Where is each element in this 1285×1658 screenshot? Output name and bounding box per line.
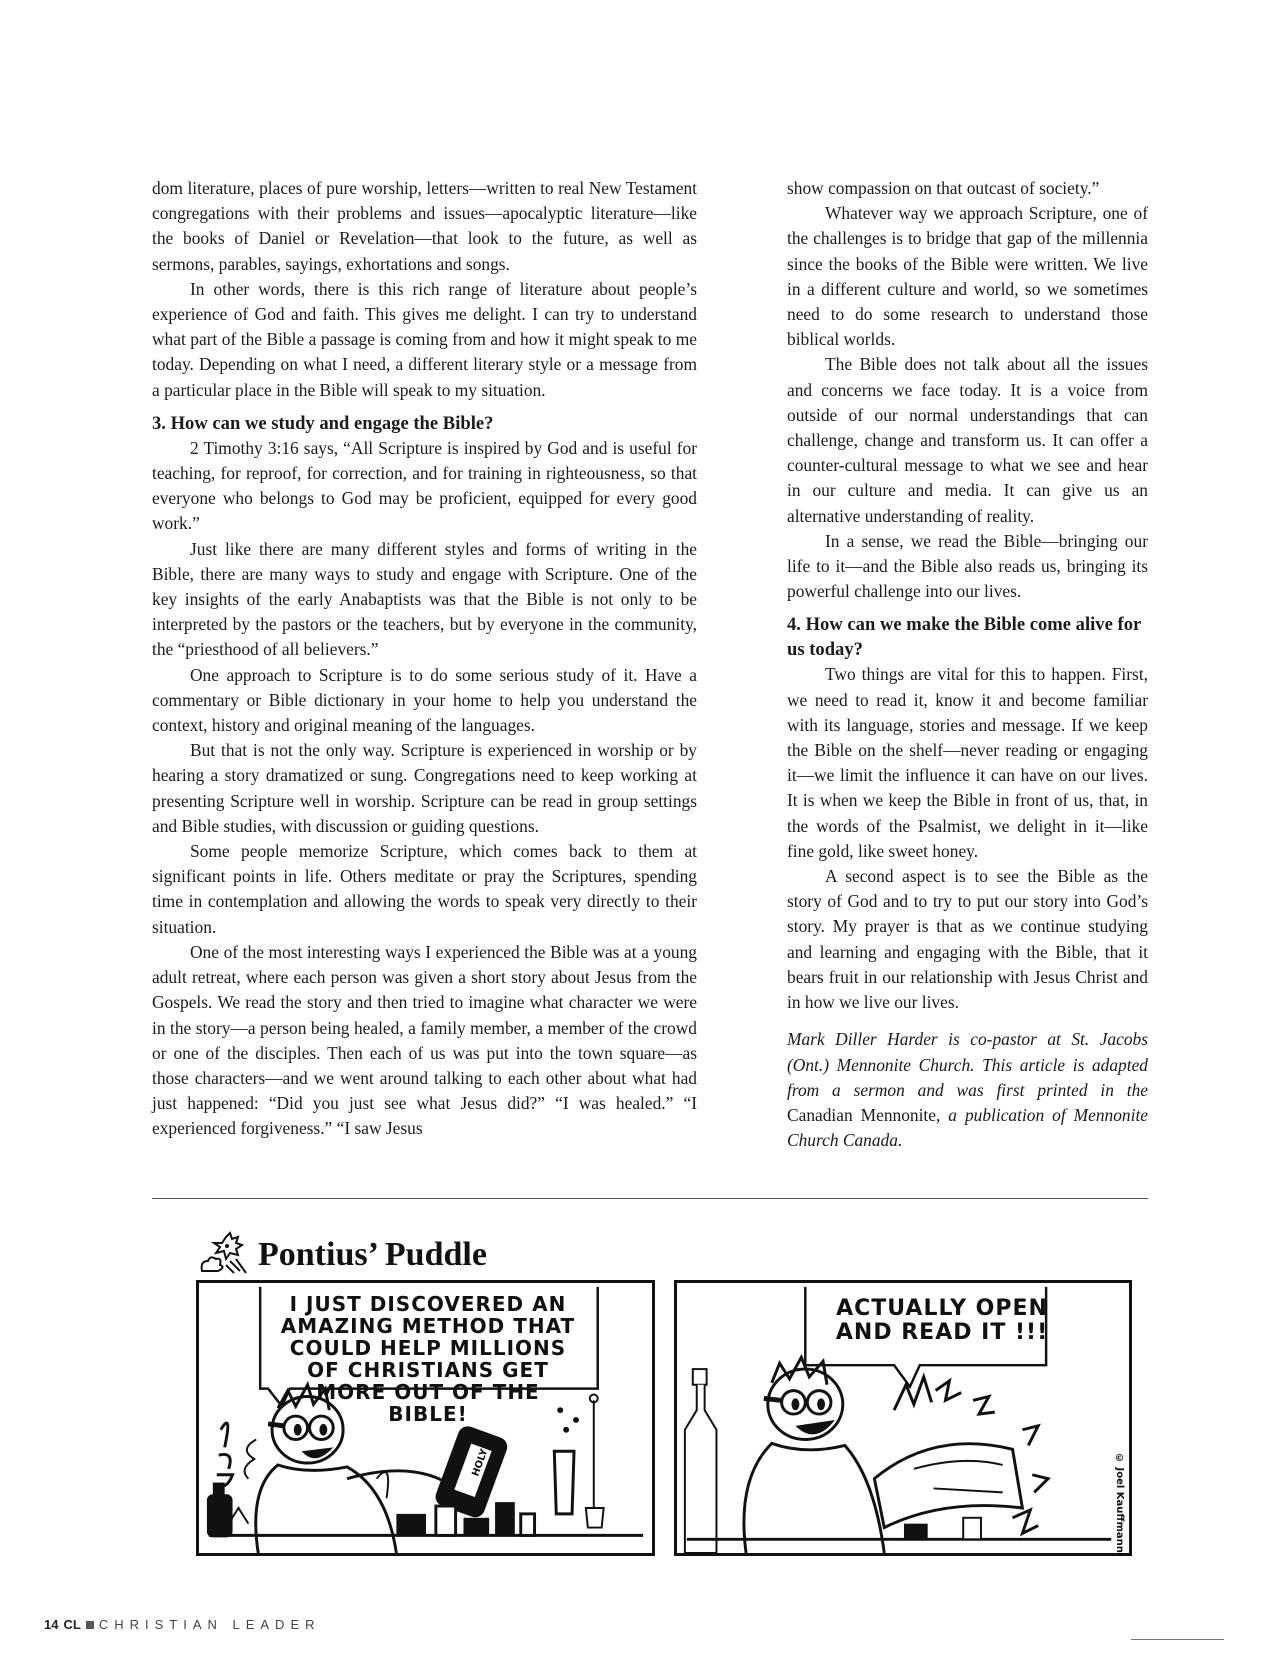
- page-footer: [44, 1617, 321, 1632]
- section-divider: [152, 1198, 1148, 1199]
- publication-name: Canadian Mennonite,: [787, 1104, 941, 1125]
- paragraph: Some people memorize Scripture, which comes back to them at significant points in life. Others meditate or pray the Scriptures, spending time in contemplation and allowing the words to speak very directly to their situation.: [152, 841, 697, 937]
- section-heading-4: 4. How can we make the Bible come alive for us today?: [787, 614, 1141, 661]
- speech-balloon-1: I JUST DISCOVERED AN AMAZING METHOD THAT COULD HELP MILLIONS OF CHRISTIANS GET MORE OUT OF THE BIBLE!: [280, 1292, 576, 1426]
- paragraph: The Bible does not talk about all the issues and concerns we face today. It is a voice from outside of our normal understandings that can challenge, change and transform us. It can offer a counter-cultural message to what we see and hear in our culture and media. It can give us an alternative understanding of reality.: [787, 354, 1148, 526]
- separator-square-icon: [86, 1621, 94, 1629]
- article-left-column: [152, 176, 697, 1142]
- magazine-abbreviation: CL: [63, 1617, 81, 1632]
- copyright-notice: © Joel Kauffmann: [1114, 1453, 1125, 1553]
- page-number: 14: [44, 1617, 59, 1632]
- comic-header: [196, 1225, 487, 1275]
- magazine-name: CHRISTIAN LEADER: [98, 1617, 321, 1632]
- corner-rule: [1131, 1639, 1224, 1640]
- paragraph: 2 Timothy 3:16 says, “All Scripture is inspired by God and is useful for teaching, for reproof, for correction, and for training in righteousness, so that everyone who belongs to God may be proficient, equipped for every good work.”: [152, 437, 697, 534]
- paragraph: One approach to Scripture is to do some serious study of it. Have a commentary or Bible dictionary in your home to help you understand the context, history and original meaning of the languages.: [152, 664, 697, 736]
- pontius-logo-icon: [196, 1231, 254, 1275]
- speech-balloon-2: ACTUALLY OPEN AND READ IT !!!: [835, 1296, 1049, 1345]
- bottle-label: HOLY: [470, 1447, 491, 1478]
- paragraph: show compassion on that outcast of society.”: [787, 178, 1100, 198]
- bio-text: a publication of Mennonite Church Canada.: [787, 1104, 1149, 1151]
- paragraph: Just like there are many different styles and forms of writing in the Bible, there are many ways to study and engage with Scripture. One of the key insights of the early Anabaptists was that the Bible is not only to be interpreted by the pastors or the teachers, but by everyone in the community, the “priesthood of all believers.”: [152, 538, 697, 660]
- paragraph: Whatever way we approach Scripture, one of the challenges is to bridge that gap of the millennia since the books of the Bible were written. We live in a different culture and world, so we sometimes need to do some research to understand those biblical worlds.: [787, 203, 1148, 350]
- bio-text: Mark Diller Harder is co-pastor at St. Jacobs (Ont.) Mennonite Church. This article is adapted from a sermon and was first printed in the: [787, 1029, 1148, 1100]
- comic-panel-1: [196, 1280, 655, 1556]
- paragraph: In a sense, we read the Bible—bringing our life to it—and the Bible also reads us, bringing its powerful challenge into our lives.: [787, 530, 1148, 602]
- paragraph: In other words, there is this rich range of literature about people’s experience of God and faith. This gives me delight. I can try to understand what part of the Bible a passage is coming from and how it might speak to me today. Depending on what I need, a different literary style or a message from a particular place in the Bible will speak to my situation.: [152, 278, 697, 400]
- paragraph: One of the most interesting ways I experienced the Bible was at a young adult retreat, where each person was given a short story about Jesus from the Gospels. We read the story and then tried to imagine what character we were in the story—a person being healed, a family member, a member of the crowd or one of the disciples. Then each of us was put into the town square—as those characters—and we went around talking to each other about what had just happened: “Did you just see what Jesus did?” “I was healed.” “I experienced forgiveness.” “I saw Jesus: [152, 941, 697, 1139]
- paragraph: A second aspect is to see the Bible as the story of God and to try to put our story into God’s story. My prayer is that as we continue studying and learning and engaging with the Bible, that it bears fruit in our relationship with Jesus Christ and in how we live our lives.: [787, 866, 1148, 1013]
- author-bio: [787, 1027, 1148, 1153]
- paragraph: But that is not the only way. Scripture is experienced in worship or by hearing a story dramatized or sung. Congregations need to keep working at presenting Scripture well in worship. Scripture can be read in group settings and Bible studies, with discussion or guiding questions.: [152, 740, 697, 836]
- comic-title: Pontius’ Puddle: [258, 1236, 487, 1273]
- article-right-column: [787, 176, 1148, 1153]
- paragraph: dom literature, places of pure worship, letters—written to real New Testament congregations with their problems and issues—apocalyptic literature—like the books of Daniel or Revelation—that look to the future, as well as sermons, parables, sayings, exhortations and songs.: [152, 178, 697, 274]
- paragraph: Two things are vital for this to happen. First, we need to read it, know it and become familiar with its language, stories and message. If we keep the Bible on the shelf—never reading or engaging it—we limit the influence it can have on our lives. It is when we keep the Bible in front of us, that, in the words of the Psalmist, we delight in it—like fine gold, like sweet honey.: [787, 664, 1148, 861]
- comic-panel-2: [674, 1280, 1132, 1556]
- section-heading-3: 3. How can we study and engage the Bible?: [152, 412, 494, 434]
